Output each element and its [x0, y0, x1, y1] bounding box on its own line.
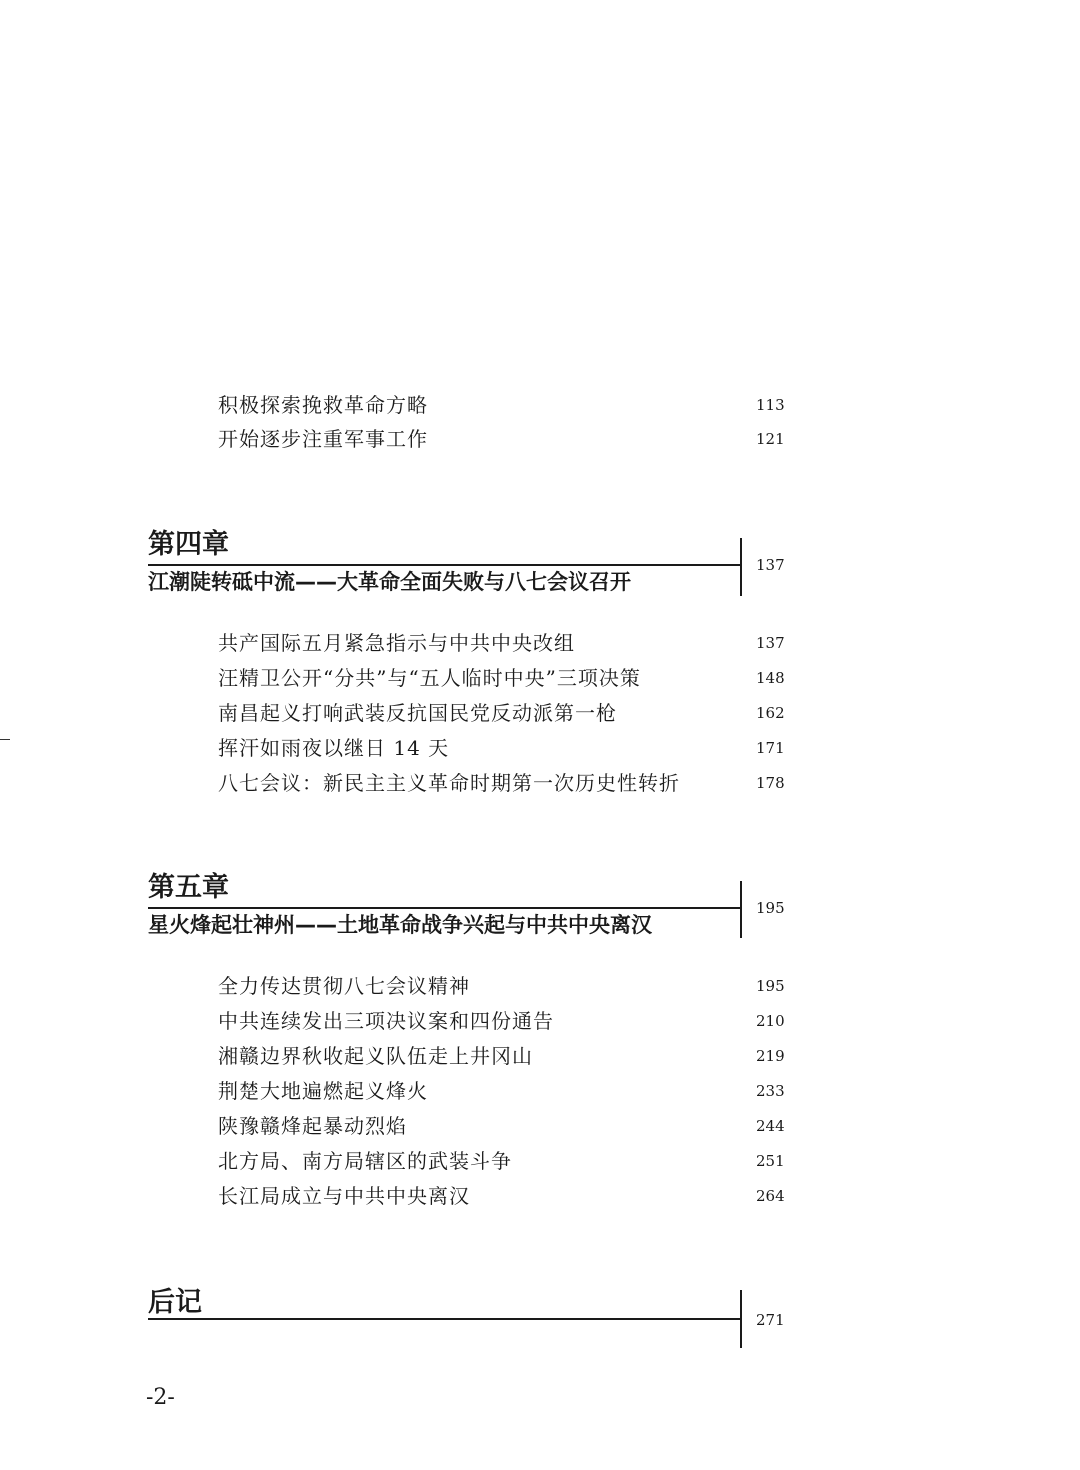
- page-folio: -2-: [146, 1385, 175, 1410]
- chapter-subtitle: 星火烽起壮神州——土地革命战争兴起与中共中央离汉: [148, 913, 652, 937]
- toc-entry-page: 137: [756, 634, 785, 652]
- toc-entry-page: 178: [756, 774, 785, 792]
- toc-entry-page: 171: [756, 739, 785, 757]
- toc-entry-title: 积极探索挽救革命方略: [218, 393, 428, 417]
- afterword-label: 后记: [148, 1287, 202, 1318]
- afterword-rule: [148, 1318, 741, 1320]
- chapter-rule: [148, 564, 741, 566]
- toc-entry: [218, 698, 788, 728]
- chapter-label: 第五章: [148, 872, 229, 903]
- toc-entry-page: 219: [756, 1047, 785, 1065]
- toc-entry-page: 233: [756, 1082, 785, 1100]
- toc-entry-title: 八七会议：新民主主义革命时期第一次历史性转折: [218, 771, 680, 795]
- toc-entry-page: 195: [756, 977, 785, 995]
- toc-entry: [218, 390, 788, 420]
- toc-entry: [218, 1181, 788, 1211]
- chapter-subtitle: 江潮陡转砥中流——大革命全面失败与八七会议召开: [148, 570, 631, 594]
- toc-entry-title: 开始逐步注重军事工作: [218, 427, 428, 451]
- toc-entry: [218, 1006, 788, 1036]
- toc-entry-page: 244: [756, 1117, 785, 1135]
- toc-entry: [218, 1146, 788, 1176]
- toc-entry: [218, 424, 788, 454]
- edge-mark: [0, 739, 10, 740]
- toc-entry-title: 南昌起义打响武装反抗国民党反动派第一枪: [218, 701, 617, 725]
- toc-entry-title: 中共连续发出三项决议案和四份通告: [218, 1009, 554, 1033]
- toc-entry: [218, 628, 788, 658]
- toc-entry-title: 挥汗如雨夜以继日 14 天: [218, 736, 450, 760]
- toc-entry-title: 荆楚大地遍燃起义烽火: [218, 1079, 428, 1103]
- afterword-divider: [740, 1290, 742, 1348]
- toc-entry-page: 210: [756, 1012, 785, 1030]
- toc-entry: [218, 971, 788, 1001]
- toc-entry-page: 121: [756, 430, 785, 448]
- toc-entry-page: 148: [756, 669, 785, 687]
- toc-entry-page: 162: [756, 704, 785, 722]
- toc-entry-page: 264: [756, 1187, 785, 1205]
- toc-entry-page: 251: [756, 1152, 785, 1170]
- toc-entry-title: 全力传达贯彻八七会议精神: [218, 974, 470, 998]
- chapter-divider: [740, 538, 742, 596]
- toc-entry-title: 长江局成立与中共中央离汉: [218, 1184, 470, 1208]
- toc-entry: [218, 768, 788, 798]
- toc-entry: [218, 1041, 788, 1071]
- toc-entry-title: 北方局、南方局辖区的武装斗争: [218, 1149, 512, 1173]
- afterword-page: 271: [756, 1311, 785, 1329]
- toc-entry-title: 湘赣边界秋收起义队伍走上井冈山: [218, 1044, 533, 1068]
- toc-entry-title: 陕豫赣烽起暴动烈焰: [218, 1114, 407, 1138]
- toc-entry-title: 共产国际五月紧急指示与中共中央改组: [218, 631, 575, 655]
- toc-entry-title: 汪精卫公开“分共”与“五人临时中央”三项决策: [218, 666, 641, 690]
- toc-entry: [218, 733, 788, 763]
- toc-entry: [218, 1111, 788, 1141]
- chapter-label: 第四章: [148, 529, 229, 560]
- chapter-page: 195: [756, 899, 785, 917]
- chapter-rule: [148, 907, 741, 909]
- chapter-divider: [740, 881, 742, 938]
- toc-entry-page: 113: [756, 396, 785, 414]
- toc-entry: [218, 663, 788, 693]
- toc-entry: [218, 1076, 788, 1106]
- chapter-page: 137: [756, 556, 785, 574]
